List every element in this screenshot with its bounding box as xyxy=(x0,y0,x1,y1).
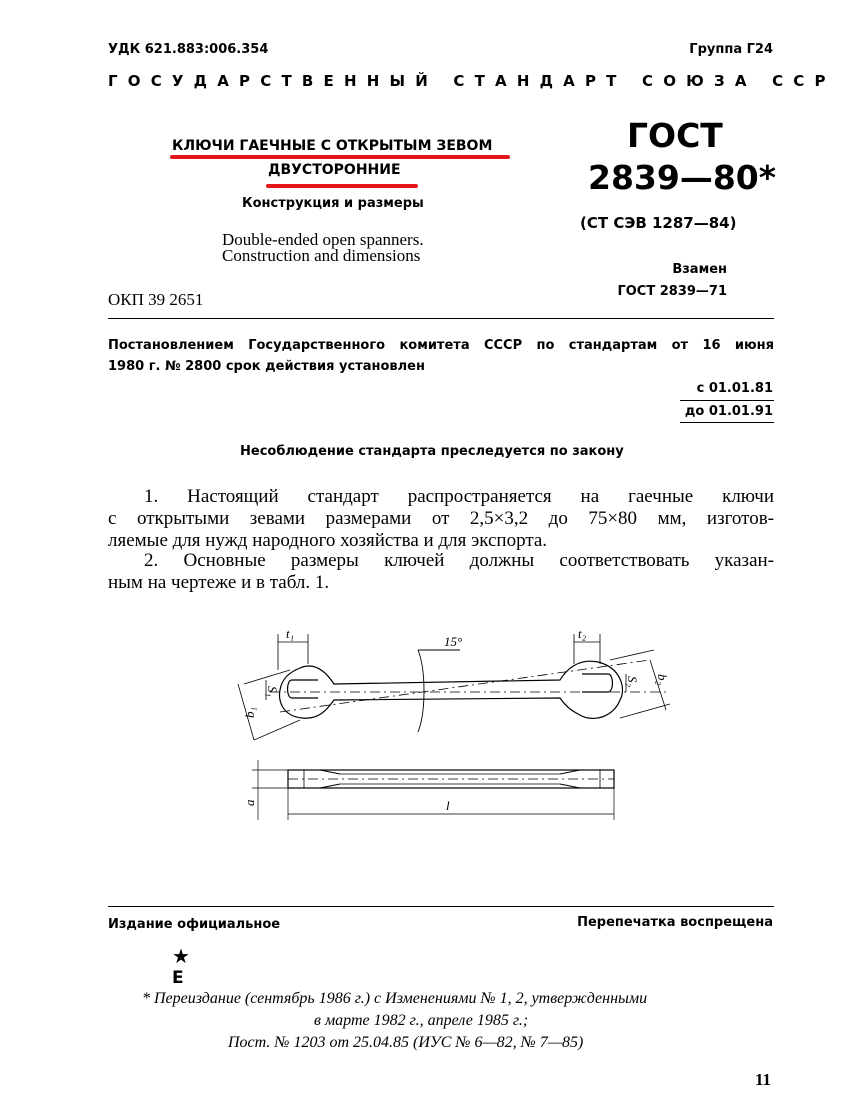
date-divider-2 xyxy=(680,422,774,423)
paragraph-1-line-1: 1. Настоящий стандарт распространяется на гаечные ключи xyxy=(144,486,774,507)
gost-number: 2839—80* xyxy=(588,158,777,197)
valid-from: с 01.01.81 xyxy=(696,381,773,396)
star-icon: ★ xyxy=(172,944,190,968)
official-edition: Издание официальное xyxy=(108,917,281,932)
date-divider xyxy=(680,400,774,401)
right-jaw-opening xyxy=(582,674,613,692)
letter-e: Е xyxy=(172,968,184,988)
state-standard-banner: ГОСУДАРСТВЕННЫЙ СТАНДАРТ СОЮЗА ССР xyxy=(108,72,836,90)
left-jaw-opening xyxy=(288,680,319,698)
english-title-1: Double-ended open spanners. xyxy=(222,230,424,249)
red-underline-2 xyxy=(266,184,418,188)
paragraph-1-line-2: с открытыми зевами размерами от 2,5×3,2 до 75×80 мм, изготов- xyxy=(108,508,774,529)
st-sev-reference: (СТ СЭВ 1287—84) xyxy=(580,214,737,232)
gost-word: ГОСТ xyxy=(627,116,723,155)
group-code: Группа Г24 xyxy=(689,42,773,57)
label-t1: t₁ xyxy=(286,626,295,641)
no-reprint-notice: Перепечатка воспрещена xyxy=(577,915,773,930)
angle-arc xyxy=(418,650,424,732)
title-line-1: КЛЮЧИ ГАЕЧНЫЕ С ОТКРЫТЫМ ЗЕВОМ xyxy=(172,138,493,154)
udk-code: УДК 621.883:006.354 xyxy=(108,42,269,57)
valid-to: до 01.01.91 xyxy=(684,404,773,419)
okp-code: ОКП 39 2651 xyxy=(108,290,204,309)
angle-label: 15° xyxy=(444,634,463,649)
spanner-drawing xyxy=(230,620,690,830)
instead-label: Взамен xyxy=(672,262,727,277)
title-subtitle: Конструкция и размеры xyxy=(242,196,424,211)
paragraph-1-line-3: ляемые для нужд народного хозяйства и для экспорта. xyxy=(108,530,548,551)
reissue-note-line-3: Пост. № 1203 от 25.04.85 (ИУС № 6—82, № 7—85) xyxy=(228,1034,584,1051)
instead-gost: ГОСТ 2839—71 xyxy=(617,284,727,299)
paragraph-2-line-1: 2. Основные размеры ключей должны соответствовать указан- xyxy=(144,550,774,571)
divider-top xyxy=(108,318,774,319)
label-l: l xyxy=(446,798,450,813)
angled-axis xyxy=(280,660,650,712)
red-underline-1 xyxy=(170,155,510,159)
paragraph-2-line-2: ным на чертеже и в табл. 1. xyxy=(108,572,330,593)
law-warning: Несоблюдение стандарта преследуется по закону xyxy=(240,444,624,459)
label-a: a xyxy=(242,799,257,806)
english-title-2: Construction and dimensions xyxy=(222,246,421,265)
label-s1: S₁ xyxy=(265,686,280,698)
spanner-top-outline xyxy=(280,661,623,718)
divider-bottom xyxy=(108,906,774,907)
decree-line-2: 1980 г. № 2800 срок действия установлен xyxy=(108,359,425,374)
title-line-2: ДВУСТОРОННИЕ xyxy=(268,162,401,178)
label-s2: S₂ xyxy=(625,676,640,688)
reissue-note-line-2: в марте 1982 г., апреле 1985 г.; xyxy=(314,1012,529,1029)
page-number: 11 xyxy=(754,1070,771,1089)
label-b2: b₂ xyxy=(655,674,670,686)
label-b1: b₁ xyxy=(242,706,257,718)
reissue-note-line-1: * Переиздание (сентябрь 1986 г.) с Изменениями № 1, 2, утвержденными xyxy=(142,990,648,1007)
decree-line-1: Постановлением Государственного комитета СССР по стандартам от 16 июня xyxy=(108,338,774,353)
label-t2: t₂ xyxy=(578,626,587,641)
